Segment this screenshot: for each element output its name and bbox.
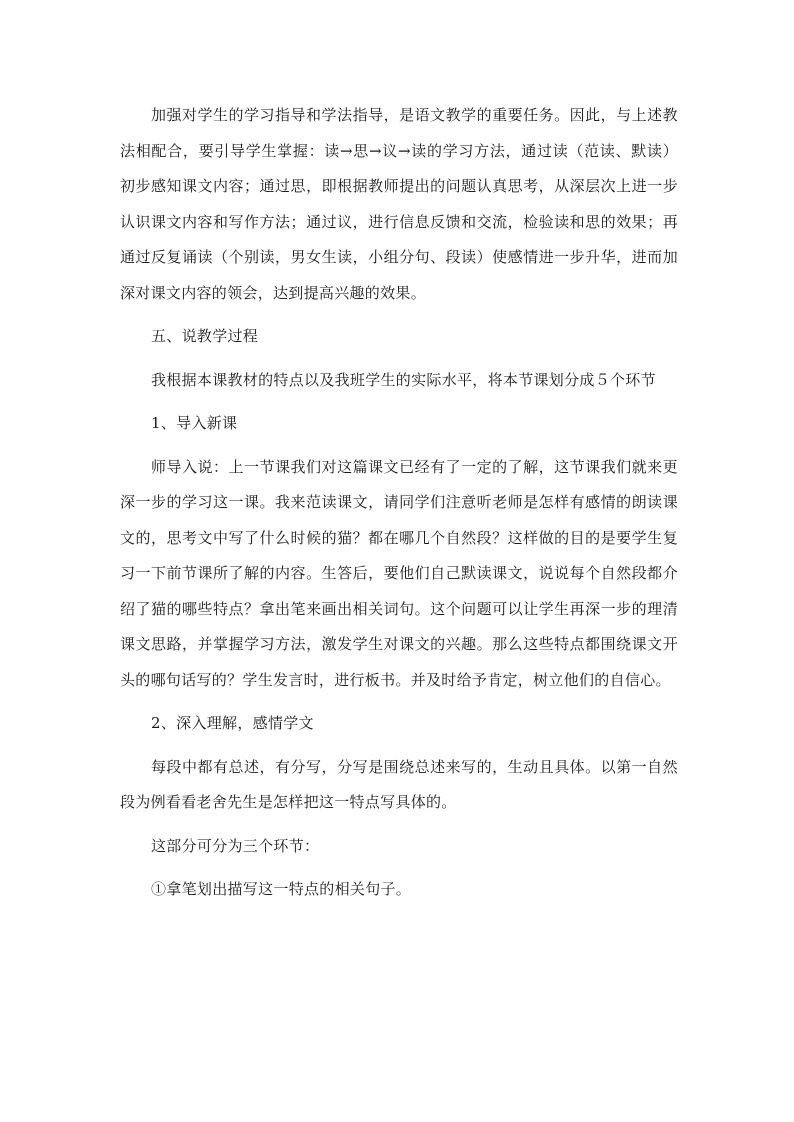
subheading-intro-lesson: 1、导入新课 (151, 414, 238, 432)
document-body (120, 98, 678, 908)
section-heading-teaching-process: 五、说教学过程 (151, 327, 259, 345)
paragraph-learning-guidance: 加强对学生的学习指导和学法指导，是语文教学的重要任务。因此，与上述教法相配合，要引导学生掌握：读→思→议→读的学习方法，通过读（范读、默读）初步感知课文内容；通过思，即根据教师提出的问题认真思考，从深层次上进一步认识课文内容和写作方法；通过议，进行信息反馈和交流，检验读和思的效果；再通过反复诵读（个别读，男女生读，小组分句、段读）使感情进一步升华，进而加深对课文内容的领会，达到提高兴趣的效果。 (120, 106, 678, 302)
paragraph-three-stages: 这部分可分为三个环节： (151, 836, 320, 855)
subheading-deep-understanding: 2、深入理解，感情学文 (151, 714, 314, 732)
paragraph-intro-details: 师导入说：上一节课我们对这篇课文已经有了一定的了解，这节课我们就来更深一步的学习这一课。我来范读课文，请同学们注意听老师是怎样有感情的朗读课文的，思考文中写了什么时候的猫？都在哪几个自然段？这样做的目的是要学生复习一下前节课所了解的内容。生答后，要他们自己默读课文，说说每个自然段都介绍了猫的哪些特点？拿出笔来画出相关词句。这个问题可以让学生再深一步的理清课文思路，并掌握学习方法，激发学生对课文的兴趣。那么这些特点都围绕课文开头的哪句话写的？学生发言时，进行板书。并及时给予肯定，树立他们的自信心。 (120, 457, 678, 689)
list-item-step-one: ①拿笔划出描写这一特点的相关句子。 (151, 880, 412, 898)
paragraph-five-stages: 我根据本课教材的特点以及我班学生的实际水平，将本节课划分成５个环节 (151, 370, 656, 389)
paragraph-summary-writing: 每段中都有总述，有分写，分写是围绕总述来写的，生动且具体。以第一自然段为例看看老舍先生是怎样把这一特点写具体的。 (120, 757, 678, 811)
